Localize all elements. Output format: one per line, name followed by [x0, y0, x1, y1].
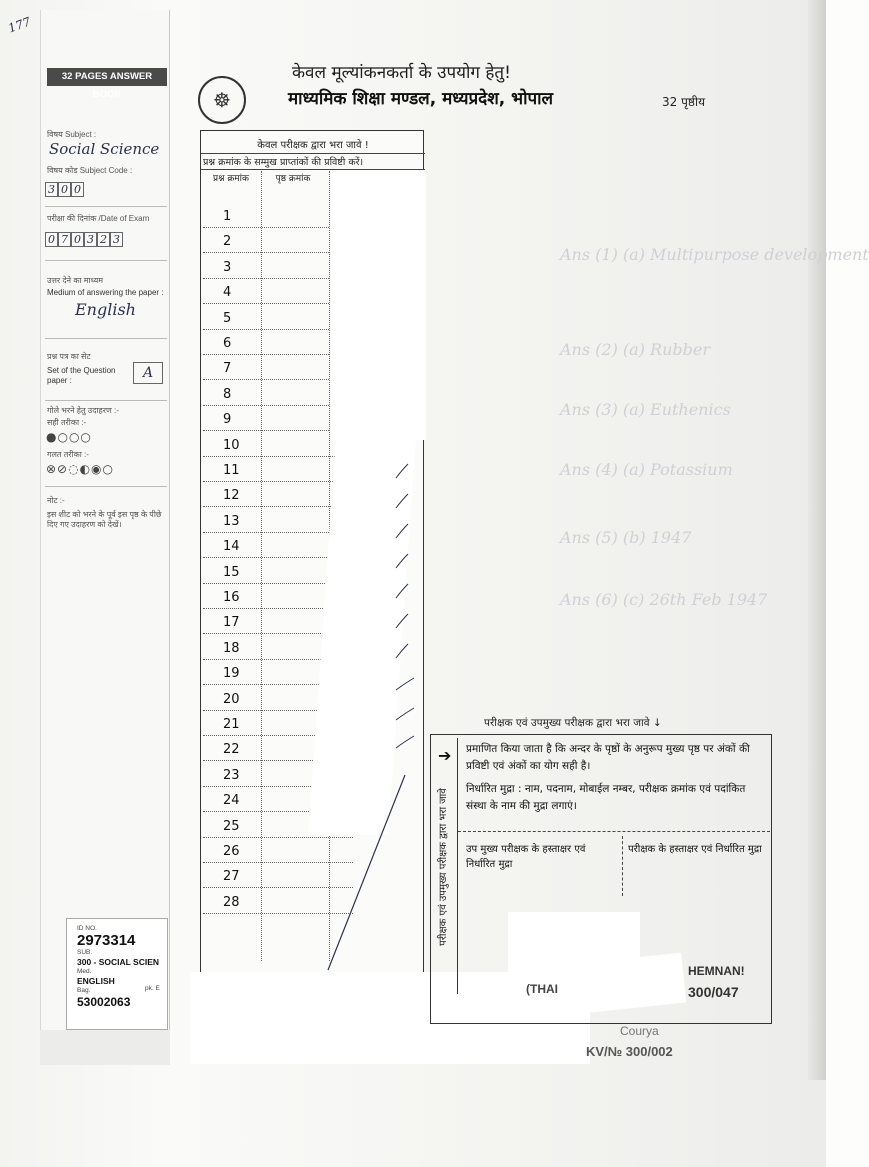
date-digit: 3	[84, 232, 97, 247]
set-value-box: A	[133, 362, 163, 384]
arrow-right-icon: ➔	[438, 746, 452, 765]
question-row-number: 7	[223, 361, 232, 377]
bleed-through-line: Ans (6) (c) 26th Feb 1947	[560, 590, 768, 609]
med-label: Med.	[77, 968, 92, 975]
certificate-text: प्रमाणित किया जाता है कि अन्दर के पृष्ठों के अनुरूप मुख्य पृष्ठ पर अंकों की प्रविष्टी एवं अंकों का योग सही है।	[466, 743, 750, 772]
subject-code-label: विषय कोड Subject Code :	[47, 166, 133, 175]
stamp-text: Courya	[620, 1024, 659, 1038]
header-page-count: 32 पृष्ठीय	[662, 95, 706, 109]
question-row-number: 1	[223, 209, 232, 224]
question-row-number: 28	[223, 894, 240, 910]
wrong-bubbles: ⊗⊘◌◐◉○	[46, 462, 114, 476]
id-label: ID NO.	[77, 925, 97, 932]
question-row-number: 8	[223, 386, 232, 402]
question-row-number: 17	[223, 615, 240, 631]
subject-label: विषय Subject :	[47, 130, 97, 139]
corner-handwritten-note: 177	[6, 14, 33, 36]
code-digit: 0	[71, 182, 84, 197]
row-divider	[203, 862, 353, 863]
divider	[45, 400, 167, 401]
question-row-number: 20	[223, 691, 240, 707]
date-digit: 3	[110, 232, 123, 247]
question-row-number: 26	[223, 844, 240, 859]
medium-label-english: Medium of answering the paper :	[47, 288, 164, 297]
left-info-strip	[40, 10, 170, 1065]
medium-label-hindi: उत्तर देने का माध्यम	[47, 276, 104, 285]
question-row-number: 13	[223, 513, 240, 529]
bag-label: Bag.	[77, 987, 91, 994]
stamp-text: (THAI	[526, 982, 558, 996]
set-label-hindi: प्रश्न पत्र का सेट	[47, 352, 91, 361]
examiner-vertical-label	[432, 760, 456, 980]
bleed-through-line: Ans (1) (a) Multipurpose development	[560, 245, 869, 264]
redaction-patch	[330, 170, 426, 440]
bag-number: 53002063	[77, 995, 131, 1009]
question-row-number: 10	[223, 437, 240, 453]
examiner-heading: परीक्षक एवं उपमुख्य परीक्षक द्वारा भरा जावे ↓	[484, 717, 662, 729]
question-row-number: 2	[223, 234, 232, 250]
bleed-through-line: Ans (3) (a) Euthenics	[560, 400, 731, 419]
header-evaluator-only: केवल मूल्यांकनकर्ता के उपयोग हेतु!	[292, 63, 511, 83]
answer-book-label: 32 PAGES ANSWER BOOK	[47, 68, 167, 86]
question-row-number: 15	[223, 564, 240, 580]
question-row-number: 16	[223, 590, 240, 605]
question-row-number: 22	[223, 742, 240, 758]
date-digit: 2	[97, 232, 110, 247]
note-label: नोट :-	[47, 496, 65, 505]
wrong-method-label: गलत तरीका :-	[47, 450, 89, 459]
date-digit: 7	[58, 232, 71, 247]
bubble-example-label: गोले भरने हेतु उदाहरण :-	[47, 406, 119, 415]
column-separator	[261, 171, 262, 961]
subject-value: Social Science	[49, 140, 160, 158]
question-row-number: 23	[223, 767, 240, 783]
id-number: 2973314	[77, 932, 136, 949]
medium-value: English	[75, 300, 136, 319]
exam-date-label: परीक्षा की दिनांक /Date of Exam	[47, 214, 150, 223]
col-page-number: पृष्ठ क्रमांक	[275, 174, 311, 184]
marks-table-title: केवल परीक्षक द्वारा भरा जावे !	[257, 140, 369, 151]
divider	[45, 338, 167, 339]
row-divider	[203, 837, 353, 838]
question-row-number: 5	[223, 310, 232, 326]
set-label-english: Set of the Question paper :	[47, 366, 116, 385]
examiner-vertical-text: परीक्षक एवं उपमुख्य परीक्षक द्वारा भरा जावे	[438, 788, 449, 946]
stamp-text: HEMNAN!	[688, 964, 745, 978]
bleed-through-line: Ans (4) (a) Potassium	[560, 460, 733, 479]
scan-edge	[808, 0, 826, 1080]
subject-code-boxes	[45, 182, 84, 197]
divider	[45, 260, 167, 261]
bleed-through-line: Ans (2) (a) Rubber	[560, 340, 710, 359]
question-row-number: 3	[223, 259, 232, 275]
row-divider	[203, 456, 353, 457]
question-row-number: 11	[223, 463, 240, 478]
board-emblem-icon: ☸	[198, 76, 246, 124]
row-divider	[203, 481, 353, 482]
dashed-separator	[458, 831, 770, 832]
marks-table-subtitle: प्रश्न क्रमांक के सम्मुख प्राप्तांकों की प्रविष्टी करें।	[203, 157, 364, 168]
signature-divider	[622, 836, 623, 896]
exam-date-boxes	[45, 232, 123, 247]
row-divider	[203, 913, 353, 914]
med-value: ENGLISH	[77, 976, 115, 986]
question-row-number: 12	[223, 488, 240, 504]
divider	[45, 486, 167, 487]
table-line	[201, 153, 425, 154]
question-row-number: 24	[223, 793, 240, 809]
question-row-number: 9	[223, 412, 232, 428]
question-row-number: 19	[223, 666, 240, 682]
correct-bubbles: ●○○○	[46, 430, 92, 444]
examiner-signature-label: परीक्षक के हस्ताक्षर एवं निर्धारित मुद्रा	[628, 844, 762, 855]
code-digit: 3	[45, 182, 58, 197]
bleed-through-line: Ans (5) (b) 1947	[560, 528, 692, 547]
row-divider	[203, 887, 353, 888]
strip-bottom-bar	[40, 1030, 170, 1065]
header-board-name: माध्यमिक शिक्षा मण्डल, मध्यप्रदेश, भोपाल	[288, 89, 554, 109]
stamp-text: 300/047	[688, 984, 739, 1000]
question-row-number: 4	[223, 285, 232, 301]
note-text: इस शीट को भरने के पूर्व इस पृष्ठ के पीछे दिए गए उदाहरण को देखें।	[47, 510, 162, 529]
divider	[45, 206, 167, 207]
question-row-number: 6	[223, 336, 232, 351]
col-question-number: प्रश्न क्रमांक	[213, 174, 249, 184]
date-digit: 0	[45, 232, 58, 247]
correct-method-label: सही तरीका :-	[47, 418, 87, 427]
question-row-number: 27	[223, 869, 240, 885]
sub-value: 300 - SOCIAL SCIEN	[77, 957, 160, 967]
question-row-number: 21	[223, 717, 240, 732]
pk-mark: pk. E	[145, 985, 160, 992]
code-digit: 0	[58, 182, 71, 197]
sub-label: SUB.	[77, 949, 93, 956]
seal-instructions: निर्धारित मुद्रा : नाम, पदनाम, मोबाईल नम्बर, परीक्षक क्रमांक एवं पदांकित संस्था के नाम की मुद्रा लगाएं।	[466, 783, 746, 812]
question-row-number: 25	[223, 818, 240, 834]
date-digit: 0	[71, 232, 84, 247]
stamp-text: KV/№ 300/002	[586, 1044, 673, 1059]
question-row-number: 14	[223, 539, 240, 555]
id-sticker	[66, 918, 168, 1030]
question-row-number: 18	[223, 640, 240, 656]
deputy-examiner-signature-label: उप मुख्य परीक्षक के हस्ताक्षर एवं निर्धारित मुद्रा	[466, 844, 586, 870]
